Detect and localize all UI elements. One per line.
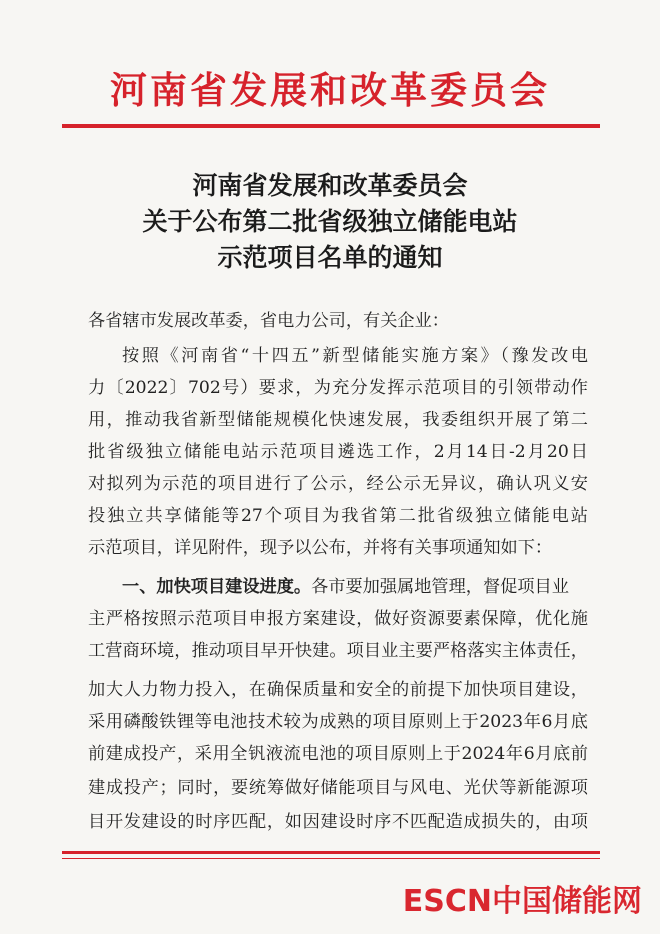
paragraph-line: 对拟列为示范的项目进行了公示，经公示无异议，确认巩义安 [88,474,588,494]
salutation: 各省辖市发展改革委，省电力公司，有关企业： [88,311,449,331]
paragraph-line: 前建成投产，采用全钒液流电池的项目原则上于2024年6月底前 [88,744,588,764]
paragraph-line: 建成投产；同时，要统筹做好储能项目与风电、光伏等新能源项 [88,778,588,798]
section-1-heading: 一、加快项目建设进度。 [122,577,312,597]
letterhead-rule [62,124,600,128]
paragraph-line: 工营商环境，推动项目早开快建。项目业主要严格落实主体责任， [88,641,588,661]
paragraph-line: 目开发建设的时序匹配，如因建设时序不匹配造成损失的，由项 [88,812,588,832]
paragraph-line: 投独立共享储能等27个项目为我省第二批省级独立储能电站 [88,506,588,526]
footer-rule-thick [62,851,600,854]
section-1-first-line [122,576,588,598]
paragraph-line: 示范项目，详见附件，现予以公布，并将有关事项通知如下： [88,538,553,558]
notice-title-line-3: 示范项目名单的通知 [217,243,443,272]
paragraph-line: 按照《河南省“十四五”新型储能实施方案》（豫发改电 [122,346,588,366]
paragraph-line: 采用磷酸铁锂等电池技术较为成熟的项目原则上于2023年6月底 [88,712,588,732]
paragraph-line: 加大人力物力投入，在确保质量和安全的前提下加快项目建设， [88,680,588,700]
escn-logo-text: ESCN [402,884,492,919]
escn-watermark [403,884,642,920]
paragraph-line: 主严格按照示范项目申报方案建设，做好资源要素保障，优化施 [88,609,588,629]
notice-title-line-2: 关于公布第二批省级独立储能电站 [142,207,518,236]
section-1-first-line-text: 各市要加强属地管理，督促项目业 [311,577,569,597]
footer-rule-thin [62,858,600,859]
paragraph-line: 力〔2022〕702号）要求，为充分发挥示范项目的引领带动作 [88,378,588,398]
letterhead-title: 河南省发展和改革委员会 [110,69,550,112]
notice-title-line-1: 河南省发展和改革委员会 [192,171,468,200]
paragraph-line: 用，推动我省新型储能规模化快速发展，我委组织开展了第二 [88,410,588,430]
escn-cn-text: 中国储能网 [492,884,642,919]
paragraph-line: 批省级独立储能电站示范项目遴选工作，2月14日-2月20日 [88,442,588,462]
